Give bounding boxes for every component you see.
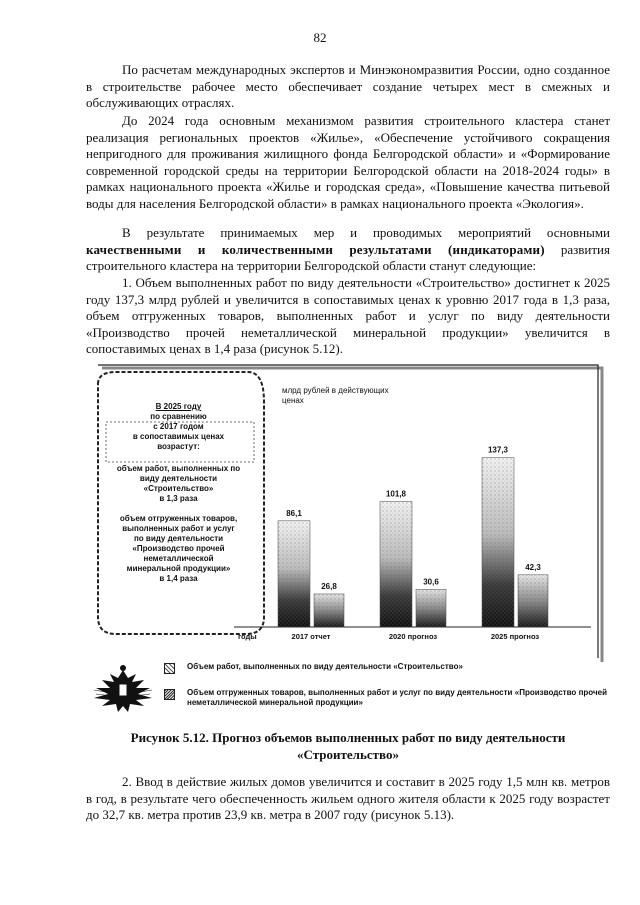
data-label: 30,6 [423,577,439,587]
x-tick-label: 2017 отчет [291,632,331,641]
bar-texture [482,458,514,627]
bar-texture [380,501,412,627]
x-tick-label: 2025 прогноз [490,632,540,641]
bar-texture [278,521,310,627]
callout-line: «Строительство» [143,484,214,493]
page-number: 82 [313,30,327,45]
data-label: 137,3 [487,445,509,455]
callout-line: в 1,3 раза [159,494,198,503]
legend-label-2: Объем отгруженных товаров, выполненных работ и услуг по виду деятельности «Производство прочей неметаллической минеральной продукции» [187,688,607,707]
legend-swatch-icon [164,689,175,700]
data-label: 42,3 [525,562,541,572]
callout-line: В 2025 году [155,402,202,411]
callout-line: «Производство прочей [132,544,225,553]
callout-line: неметаллической [143,554,214,563]
callout-line: объем работ, выполненных по [116,464,241,473]
chart-legend [86,652,610,722]
paragraph-3-text-b: развития строительного кластера на территории Белгородской области станут следующие: [86,241,610,273]
legend-item-1 [164,662,607,674]
callout-line: объем отгруженных товаров, [119,514,238,523]
y-axis-label: млрд рублей в действующих ценах [282,386,389,405]
figure-caption [86,730,610,763]
callout-line: выполненных работ и услуг [122,524,235,533]
data-label: 26,8 [321,581,337,591]
bar-texture [518,575,548,627]
legend-swatch-icon [164,663,175,674]
callout-line: виду деятельности [139,474,218,483]
caption-line-2: «Строительство» [297,746,399,762]
caption-line-1: Рисунок 5.12. Прогноз объемов выполненных работ по виду деятельности [130,730,566,745]
figure-5-12 [86,362,610,722]
callout-line: в сопоставимых ценах [132,432,225,441]
bar-texture [314,594,344,627]
paragraph-3-text-a: В результате принимаемых мер и проводимых мероприятий основными [122,225,610,240]
callout-line: возрастут: [157,442,200,451]
legend-label-1: Объем работ, выполненных по виду деятельности «Строительство» [187,662,463,671]
callout-line: в 1,4 раза [159,574,198,583]
paragraph-4: 1. Объем выполненных работ по виду деятельности «Строительство» достигнет к 2025 году 137,3 млрд рублей и увеличится в сопоставимых ценах к уровню 2017 года в 1,3 раза, объем отгруженных товаров, выполненных работ и услуг по виду деятельности «Производство прочей неметаллической минеральной продукции» увеличится в сопоставимых ценах в 1,4 раза (рисунок 5.12). [86,275,610,356]
x-axis-label: годы [238,632,257,641]
paragraph-3 [86,225,610,275]
paragraph-1: По расчетам международных экспертов и Минэкономразвития России, одно созданное в строительстве рабочее место обеспечивает создание четырех мест в смежных и обслуживающих отраслях. [86,62,610,110]
callout-line: с 2017 годом [153,422,204,431]
legend-item-2 [164,688,607,708]
callout-line: по виду деятельности [133,534,224,543]
callout-line: минеральной продукции» [126,564,231,573]
callout-text [96,380,261,625]
paragraph-2: До 2024 года основным механизмом развития строительного кластера станет реализация региональных проектов «Жилье», «Обеспечение устойчивого сокращения непригодного для проживания жилищного фонда Белгородской области» и «Формирование современной городской среды на территории Белгородской области на 2018-2024 годы» в рамках национального проекта «Жилье и городская среда», «Повышение качества питьевой воды для населения Белгородской области» в рамках национального проекта «Экология». [86,113,610,211]
callout-line: по сравнению [150,412,207,421]
data-label: 86,1 [286,508,302,518]
x-tick-label: 2020 прогноз [388,632,438,641]
bar-texture [416,589,446,627]
paragraph-3-bold: качественными и количественными результатами (индикаторами) [86,241,545,257]
paragraph-5: 2. Ввод в действие жилых домов увеличится и составит в 2025 году 1,5 млн кв. метров в год, в результате чего обеспеченность жильем одного жителя области к 2025 году возрастет до 32,7 кв. метра против 23,9 кв. метра в 2007 году (рисунок 5.13). [86,774,610,822]
data-label: 101,8 [385,489,407,499]
